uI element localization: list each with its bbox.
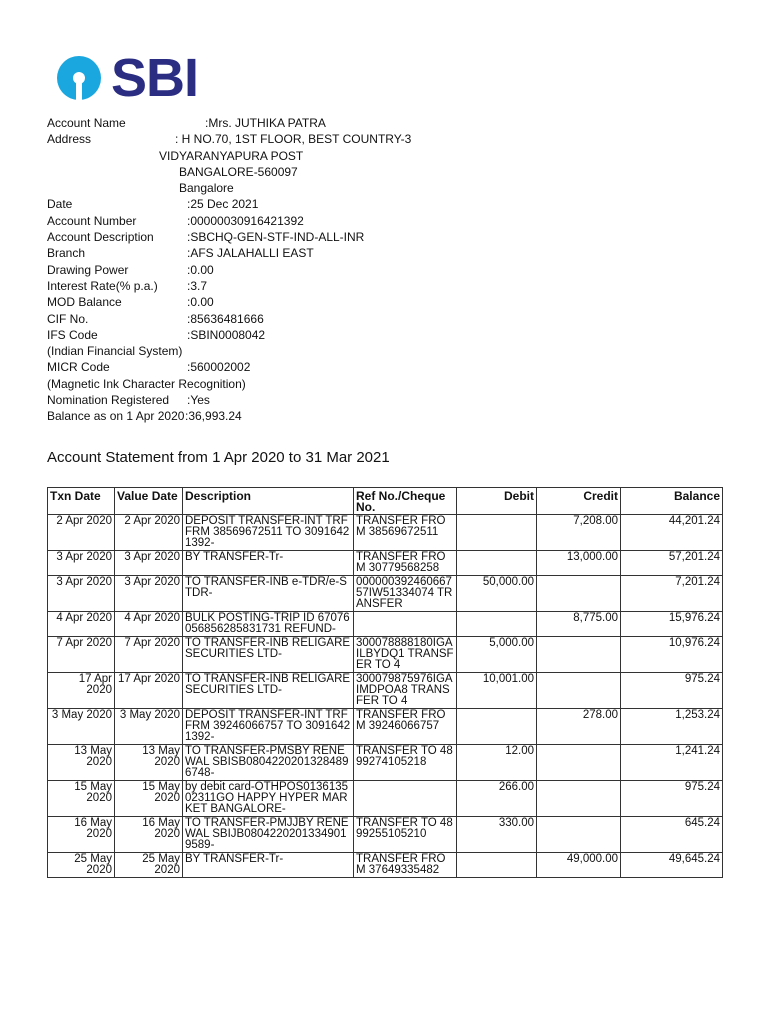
info-row [47, 115, 727, 131]
cell-debit [457, 551, 537, 576]
info-value: :0.00 [187, 262, 214, 277]
cell-credit [537, 637, 621, 673]
cell-description: by debit card-OTHPOS013613502311GO HAPPY HYPER MARKET BANGALORE- [183, 781, 354, 817]
cell-txn-date: 13 May 2020 [48, 745, 115, 781]
cell-ref: TRANSFER FROM 38569672511 [354, 515, 457, 551]
info-label: Branch [47, 246, 86, 261]
cell-value-date: 3 May 2020 [115, 709, 183, 745]
info-row [47, 148, 727, 164]
header-credit: Credit [537, 488, 621, 515]
cell-balance: 1,241.24 [621, 745, 723, 781]
table-row [48, 673, 723, 709]
cell-value-date: 16 May 2020 [115, 817, 183, 853]
info-label: MOD Balance [47, 295, 122, 310]
info-row [47, 408, 727, 424]
cell-ref: TRANSFER TO 4899274105218 [354, 745, 457, 781]
info-row [47, 278, 727, 294]
info-row [47, 294, 727, 310]
table-row [48, 745, 723, 781]
cell-credit [537, 745, 621, 781]
info-row [47, 180, 727, 196]
info-label: Account Number [47, 213, 137, 228]
cell-txn-date: 3 Apr 2020 [48, 551, 115, 576]
cell-value-date: 17 Apr 2020 [115, 673, 183, 709]
cell-value-date: 3 Apr 2020 [115, 576, 183, 612]
cell-description: TO TRANSFER-INB e-TDR/e-STDR- [183, 576, 354, 612]
info-row [47, 343, 727, 359]
cell-balance: 7,201.24 [621, 576, 723, 612]
info-row [47, 376, 727, 392]
info-value: :SBIN0008042 [187, 327, 266, 342]
cell-description: TO TRANSFER-INB RELIGARE SECURITIES LTD- [183, 637, 354, 673]
info-row [47, 311, 727, 327]
info-label: Drawing Power [47, 262, 129, 277]
cell-debit: 5,000.00 [457, 637, 537, 673]
info-label: (Indian Financial System) [47, 344, 183, 359]
info-row [47, 359, 727, 375]
cell-credit [537, 576, 621, 612]
sbi-keyhole-icon [55, 54, 103, 102]
cell-txn-date: 7 Apr 2020 [48, 637, 115, 673]
cell-txn-date: 4 Apr 2020 [48, 612, 115, 637]
info-label: Address [47, 132, 92, 147]
cell-txn-date: 2 Apr 2020 [48, 515, 115, 551]
cell-balance: 49,645.24 [621, 853, 723, 878]
cell-debit: 10,001.00 [457, 673, 537, 709]
cell-ref [354, 612, 457, 637]
info-label: MICR Code [47, 360, 110, 375]
cell-balance: 10,976.24 [621, 637, 723, 673]
info-row [47, 196, 727, 212]
cell-credit: 49,000.00 [537, 853, 621, 878]
table-row [48, 817, 723, 853]
cell-credit: 8,775.00 [537, 612, 621, 637]
info-value: :25 Dec 2021 [187, 197, 259, 212]
header-value-date: Value Date [115, 488, 183, 515]
cell-ref: TRANSFER FROM 30779568258 [354, 551, 457, 576]
cell-description: BULK POSTING-TRIP ID 67076056856285831731 REFUND- [183, 612, 354, 637]
info-value: :85636481666 [187, 311, 264, 326]
cell-ref: 300078888180IGAILBYDQ1 TRANSFER TO 4 [354, 637, 457, 673]
cell-balance: 15,976.24 [621, 612, 723, 637]
cell-balance: 975.24 [621, 673, 723, 709]
cell-value-date: 4 Apr 2020 [115, 612, 183, 637]
cell-value-date: 7 Apr 2020 [115, 637, 183, 673]
header-txn-date: Txn Date [48, 488, 115, 515]
info-label: (Magnetic Ink Character Recognition) [47, 376, 246, 391]
cell-description: BY TRANSFER-Tr- [183, 853, 354, 878]
cell-txn-date: 3 May 2020 [48, 709, 115, 745]
table-row [48, 853, 723, 878]
cell-ref [354, 781, 457, 817]
info-label: CIF No. [47, 311, 89, 326]
cell-balance: 975.24 [621, 781, 723, 817]
cell-credit: 278.00 [537, 709, 621, 745]
cell-value-date: 3 Apr 2020 [115, 551, 183, 576]
info-row [47, 164, 727, 180]
cell-value-date: 13 May 2020 [115, 745, 183, 781]
sbi-logo [55, 48, 199, 108]
table-row [48, 709, 723, 745]
info-value: BANGALORE-560097 [179, 164, 298, 179]
table-row [48, 637, 723, 673]
statement-title: Account Statement from 1 Apr 2020 to 31 Mar 2021 [47, 449, 390, 466]
cell-value-date: 15 May 2020 [115, 781, 183, 817]
cell-txn-date: 15 May 2020 [48, 781, 115, 817]
table-row [48, 551, 723, 576]
account-info [47, 115, 727, 425]
info-value: :SBCHQ-GEN-STF-IND-ALL-INR [187, 230, 365, 245]
info-row [47, 392, 727, 408]
cell-debit [457, 612, 537, 637]
info-row [47, 245, 727, 261]
cell-ref: 00000039246066757IW51334074 TRANSFER [354, 576, 457, 612]
info-label: Date [47, 197, 73, 212]
info-value: :Yes [187, 393, 210, 408]
cell-value-date: 2 Apr 2020 [115, 515, 183, 551]
cell-debit: 50,000.00 [457, 576, 537, 612]
cell-description: BY TRANSFER-Tr- [183, 551, 354, 576]
info-label: Nomination Registered [47, 393, 170, 408]
info-label: Account Name [47, 116, 126, 130]
cell-debit [457, 709, 537, 745]
sbi-logo-text: SBI [111, 48, 199, 108]
info-value: :560002002 [187, 360, 251, 375]
cell-txn-date: 25 May 2020 [48, 853, 115, 878]
cell-balance: 44,201.24 [621, 515, 723, 551]
cell-ref: TRANSFER FROM 39246066757 [354, 709, 457, 745]
info-value: VIDYARANYAPURA POST [159, 148, 304, 163]
info-value: :AFS JALAHALLI EAST [187, 246, 314, 261]
cell-credit: 13,000.00 [537, 551, 621, 576]
header-ref: Ref No./Cheque No. [354, 488, 457, 515]
table-row [48, 781, 723, 817]
table-row [48, 576, 723, 612]
cell-balance: 645.24 [621, 817, 723, 853]
info-label: Account Description [47, 230, 154, 245]
cell-ref: TRANSFER FROM 37649335482 [354, 853, 457, 878]
cell-debit: 266.00 [457, 781, 537, 817]
info-label: IFS Code [47, 327, 98, 342]
cell-description: TO TRANSFER-PMSBY RENEWAL SBISB08042202013284896748- [183, 745, 354, 781]
info-row [47, 131, 727, 147]
info-row [47, 262, 727, 278]
table-row [48, 612, 723, 637]
table-row [48, 515, 723, 551]
cell-balance: 1,253.24 [621, 709, 723, 745]
cell-debit: 330.00 [457, 817, 537, 853]
cell-ref: 300079875976IGAIMDPOA8 TRANSFER TO 4 [354, 673, 457, 709]
info-row [47, 229, 727, 245]
info-row [47, 327, 727, 343]
cell-credit [537, 673, 621, 709]
transactions-table [47, 487, 723, 878]
cell-txn-date: 16 May 2020 [48, 817, 115, 853]
cell-description: TO TRANSFER-PMJJBY RENEWAL SBIJB08042202013349019589- [183, 817, 354, 853]
cell-credit [537, 781, 621, 817]
info-value: :36,993.24 [185, 409, 242, 424]
cell-description: DEPOSIT TRANSFER-INT TRF FRM 39246066757 TO 30916421392- [183, 709, 354, 745]
info-label: Balance as on 1 Apr 2020 [47, 409, 185, 424]
cell-debit [457, 515, 537, 551]
cell-debit [457, 853, 537, 878]
cell-credit [537, 817, 621, 853]
cell-debit: 12.00 [457, 745, 537, 781]
header-debit: Debit [457, 488, 537, 515]
cell-txn-date: 17 Apr 2020 [48, 673, 115, 709]
header-balance: Balance [621, 488, 723, 515]
table-header-row [48, 488, 723, 515]
cell-balance: 57,201.24 [621, 551, 723, 576]
info-value: :3.7 [187, 278, 208, 293]
info-value: :Mrs. JUTHIKA PATRA [205, 116, 326, 130]
info-value: Bangalore [179, 181, 234, 196]
cell-value-date: 25 May 2020 [115, 853, 183, 878]
info-value: :00000030916421392 [187, 213, 304, 228]
cell-txn-date: 3 Apr 2020 [48, 576, 115, 612]
info-label: Interest Rate(% p.a.) [47, 278, 158, 293]
header-description: Description [183, 488, 354, 515]
cell-description: TO TRANSFER-INB RELIGARE SECURITIES LTD- [183, 673, 354, 709]
info-value: : H NO.70, 1ST FLOOR, BEST COUNTRY-3 [175, 132, 412, 147]
info-row [47, 213, 727, 229]
cell-credit: 7,208.00 [537, 515, 621, 551]
cell-description: DEPOSIT TRANSFER-INT TRF FRM 38569672511 TO 30916421392- [183, 515, 354, 551]
cell-ref: TRANSFER TO 4899255105210 [354, 817, 457, 853]
info-value: :0.00 [187, 295, 214, 310]
